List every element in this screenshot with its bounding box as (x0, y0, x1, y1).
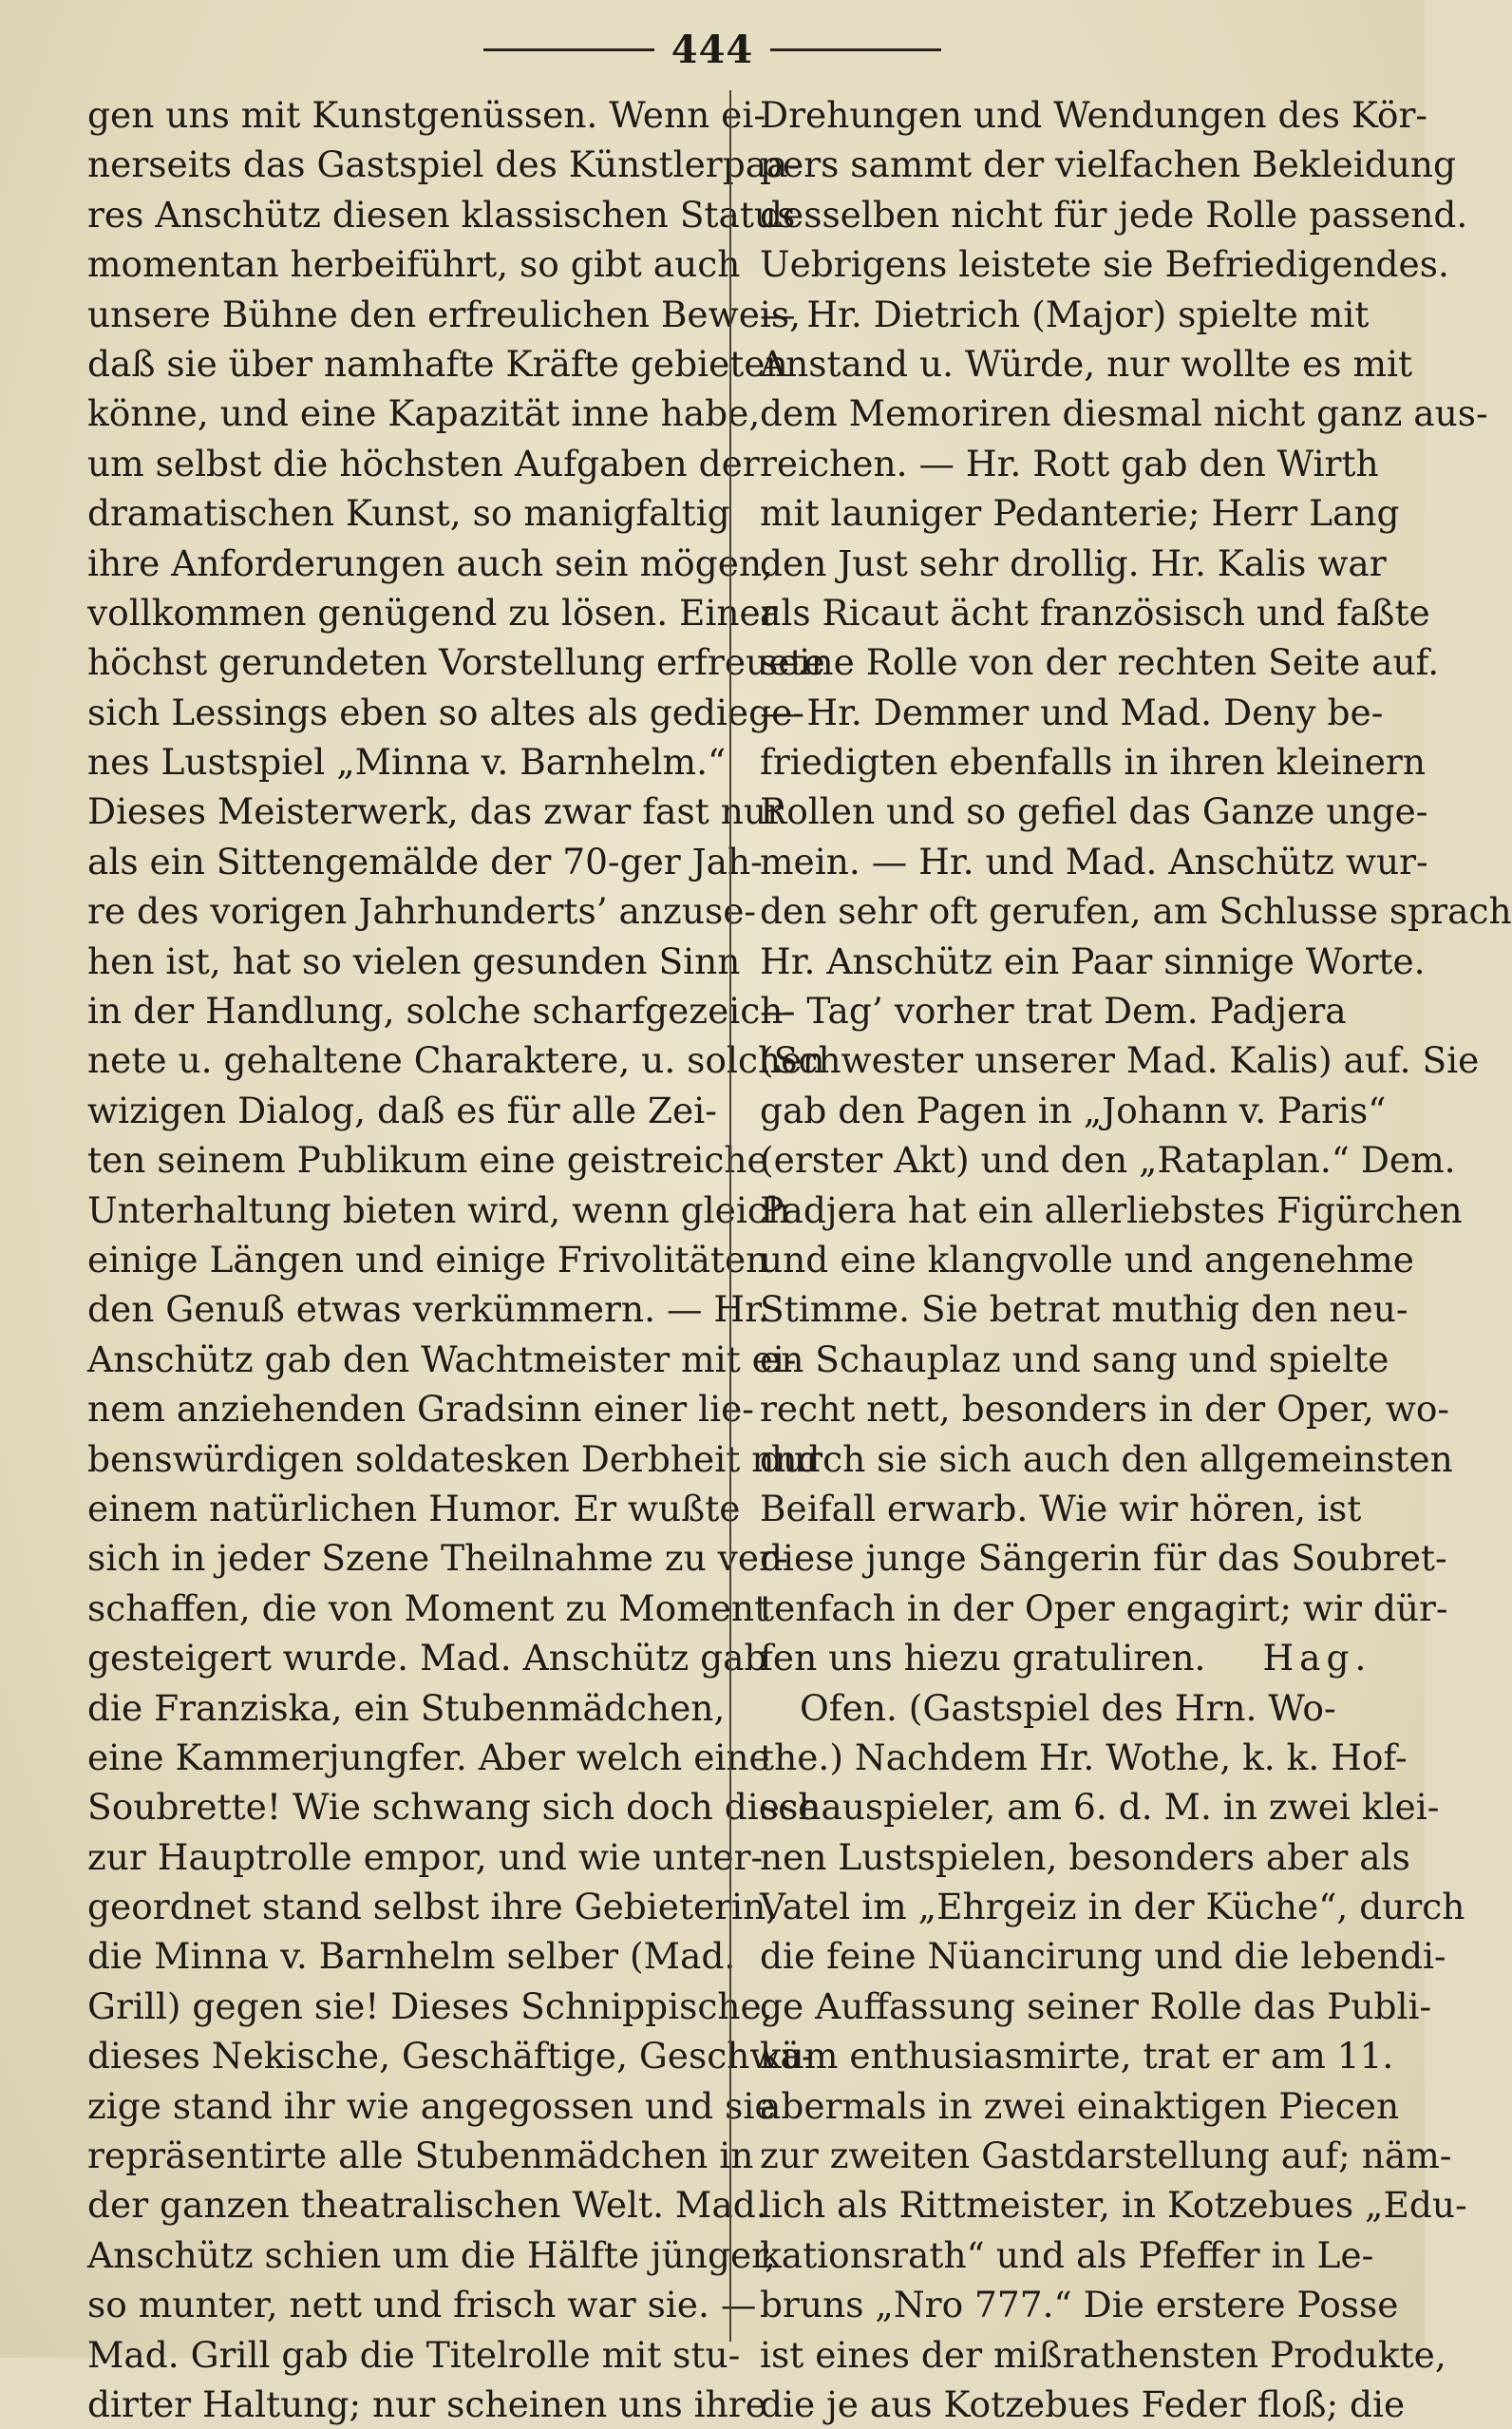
header-rule-right (770, 48, 941, 51)
text-line: — Hr. Dietrich (Major) spielte mit (760, 293, 1370, 335)
text-line: Padjera hat ein allerliebstes Figürchen (760, 1188, 1463, 1231)
text-line: tenfach in der Oper engagirt; wir dür- (760, 1586, 1448, 1629)
text-line: zur zweiten Gastdarstellung auf; näm- (760, 2135, 1452, 2177)
author-signature: Hag. (1262, 1637, 1372, 1679)
text-line: einem natürlichen Humor. Er wußte (87, 1487, 741, 1529)
text-line: Beifall erwarb. Wie wir hören, ist (760, 1487, 1362, 1529)
text-line: ge Auffassung seiner Rolle das Publi- (760, 1984, 1432, 2027)
left-column (87, 90, 825, 2425)
text-line: mein. — Hr. und Mad. Anschütz wur- (760, 840, 1428, 882)
text-line: Anschütz gab den Wachtmeister mit ei- (87, 1338, 797, 1380)
text-line: Mad. Grill gab die Titelrolle mit stu- (87, 2333, 741, 2376)
text-line: nete u. gehaltene Charaktere, u. solchen (87, 1039, 825, 1082)
text-line: dem Memoriren diesmal nicht ganz aus- (760, 392, 1488, 435)
text-line: nerseits das Gastspiel des Künstlerpaa- (87, 143, 801, 186)
text-line: die feine Nüancirung und die lebendi- (760, 1935, 1446, 1978)
text-line: die Minna v. Barnhelm selber (Mad. (87, 1935, 736, 1978)
header-rule-left (483, 48, 654, 51)
text-line: gesteigert wurde. Mad. Anschütz gab (87, 1637, 767, 1679)
text-line: the.) Nachdem Hr. Wothe, k. k. Hof- (760, 1736, 1408, 1778)
text-line: als ein Sittengemälde der 70-ger Jah- (87, 840, 763, 882)
text-line: momentan herbeiführt, so gibt auch (87, 243, 741, 286)
text-line: (Schwester unserer Mad. Kalis) auf. Sie (760, 1039, 1480, 1082)
text-line: res Anschütz diesen klassischen Status (87, 193, 796, 236)
text-line: den Genuß etwas verkümmern. — Hr. (87, 1288, 769, 1331)
right-column (760, 90, 1512, 2425)
text-line: wizigen Dialog, daß es für alle Zei- (87, 1089, 717, 1131)
text-line: Unterhaltung bieten wird, wenn gleich (87, 1188, 790, 1231)
text-line: daß sie über namhafte Kräfte gebieten (87, 342, 788, 385)
text-line: schauspieler, am 6. d. M. in zwei klei- (760, 1786, 1440, 1829)
text-line: zur Hauptrolle empor, und wie unter- (87, 1835, 764, 1878)
text-line: vollkommen genügend zu lösen. Einer (87, 591, 778, 634)
text-line: recht nett, besonders in der Oper, wo- (760, 1388, 1450, 1431)
text-line: lich als Rittmeister, in Kotzebues „Edu- (760, 2184, 1467, 2227)
text-line: ist eines der mißrathensten Produkte, (760, 2333, 1446, 2376)
text-line: kationsrath“ und als Pfeffer in Le- (760, 2233, 1374, 2276)
text-line: dirter Haltung; nur scheinen uns ihre (87, 2382, 766, 2425)
text-line: diese junge Sängerin für das Soubret- (760, 1537, 1447, 1580)
text-line: Stimme. Sie betrat muthig den neu- (760, 1288, 1408, 1331)
text-line: dieses Nekische, Geschäftige, Geschwä- (87, 2035, 814, 2078)
text-line: der ganzen theatralischen Welt. Mad. (87, 2184, 767, 2227)
text-line: dramatischen Kunst, so manigfaltig (87, 492, 730, 535)
text-line: Grill) gegen sie! Dieses Schnippische, (87, 1984, 773, 2027)
text-line: mit launiger Pedanterie; Herr Lang (760, 492, 1400, 535)
text-line: Uebrigens leistete sie Befriedigendes. (760, 243, 1449, 286)
text-line: einige Längen und einige Frivolitäten (87, 1238, 769, 1281)
text-line: um selbst die höchsten Aufgaben der (87, 442, 760, 484)
text-line: Drehungen und Wendungen des Kör- (760, 94, 1428, 136)
text-line: gen uns mit Kunstgenüssen. Wenn ei- (87, 94, 766, 136)
text-line: könne, und eine Kapazität inne habe, (87, 392, 761, 435)
text-line: geordnet stand selbst ihre Gebieterin, (87, 1886, 778, 1928)
text-line: ten seinem Publikum eine geistreiche (87, 1139, 768, 1182)
text-line: friedigten ebenfalls in ihren kleinern (760, 741, 1426, 784)
page-number: 444 (671, 27, 754, 72)
text-line: (erster Akt) und den „Rataplan.“ Dem. (760, 1139, 1456, 1182)
text-line: Dieses Meisterwerk, das zwar fast nur (87, 790, 784, 833)
text-line: den Just sehr drollig. Hr. Kalis war (760, 541, 1387, 584)
text-line: fen uns hiezu gratuliren. Hag. (760, 1633, 1368, 1682)
text-line: nem anziehenden Gradsinn einer lie- (87, 1388, 754, 1431)
text-line: nen Lustspielen, besonders aber als (760, 1835, 1410, 1878)
text-line: sich in jeder Szene Theilnahme zu ver- (87, 1537, 788, 1580)
text-line: durch sie sich auch den allgemeinsten (760, 1437, 1453, 1480)
text-line: repräsentirte alle Stubenmädchen in (87, 2135, 754, 2177)
text-line: zige stand ihr wie angegossen und sie (87, 2084, 776, 2127)
text-line: kum enthusiasmirte, trat er am 11. (760, 2035, 1394, 2078)
text-line: unsere Bühne den erfreulichen Beweis, (87, 293, 802, 335)
text-line: en Schauplaz und sang und spielte (760, 1338, 1389, 1380)
text-line: so munter, nett und frisch war sie. — (87, 2284, 757, 2326)
text-line: desselben nicht für jede Rolle passend. (760, 193, 1468, 236)
text-line: als Ricaut ächt französisch und faßte (760, 591, 1430, 634)
text-line: Ofen. (Gastspiel des Hrn. Wo- (800, 1686, 1336, 1729)
text-line: Vatel im „Ehrgeiz in der Küche“, durch (760, 1886, 1465, 1928)
text-line: in der Handlung, solche scharfgezeich- (87, 990, 796, 1033)
page-header (0, 21, 1425, 78)
text-line: Anstand u. Würde, nur wollte es mit (760, 342, 1413, 385)
text-line: den sehr oft gerufen, am Schlusse sprach (760, 890, 1512, 933)
text-line: bruns „Nro 777.“ Die erstere Posse (760, 2284, 1399, 2326)
text-line: reichen. — Hr. Rott gab den Wirth (760, 442, 1379, 484)
text-line: seine Rolle von der rechten Seite auf. (760, 641, 1440, 684)
text-line: höchst gerundeten Vorstellung erfreuete (87, 641, 825, 684)
text-line: ihre Anforderungen auch sein mögen, (87, 541, 773, 584)
text-line: — Tag’ vorher trat Dem. Padjera (760, 990, 1347, 1033)
text-line: die je aus Kotzebues Feder floß; die (760, 2382, 1406, 2425)
text-line: abermals in zwei einaktigen Piecen (760, 2084, 1400, 2127)
text-line: gab den Pagen in „Johann v. Paris“ (760, 1089, 1387, 1131)
text-line: Rollen und so gefiel das Ganze unge- (760, 790, 1428, 833)
text-line: eine Kammerjungfer. Aber welch eine (87, 1736, 770, 1778)
text-line: Soubrette! Wie schwang sich doch diese (87, 1786, 820, 1829)
text-line: schaffen, die von Moment zu Moment (87, 1586, 769, 1629)
text-line: — Hr. Demmer und Mad. Deny be- (760, 691, 1384, 733)
text-line: pers sammt der vielfachen Bekleidung (760, 143, 1457, 186)
column-divider (729, 90, 731, 2342)
text-line: re des vorigen Jahrhunderts’ anzuse- (87, 890, 757, 933)
text-line: sich Lessings eben so altes als gediege- (87, 691, 804, 733)
text-line: hen ist, hat so vielen gesunden Sinn (87, 939, 741, 982)
text-line: benswürdigen soldatesken Derbheit nnd (87, 1437, 821, 1480)
text-line: nes Lustspiel „Minna v. Barnhelm.“ (87, 741, 727, 784)
text-line: Hr. Anschütz ein Paar sinnige Worte. (760, 939, 1426, 982)
text-line: und eine klangvolle und angenehme (760, 1238, 1414, 1281)
text-line: Anschütz schien um die Hälfte jünger, (87, 2233, 776, 2276)
text-line: die Franziska, ein Stubenmädchen, (87, 1686, 726, 1729)
